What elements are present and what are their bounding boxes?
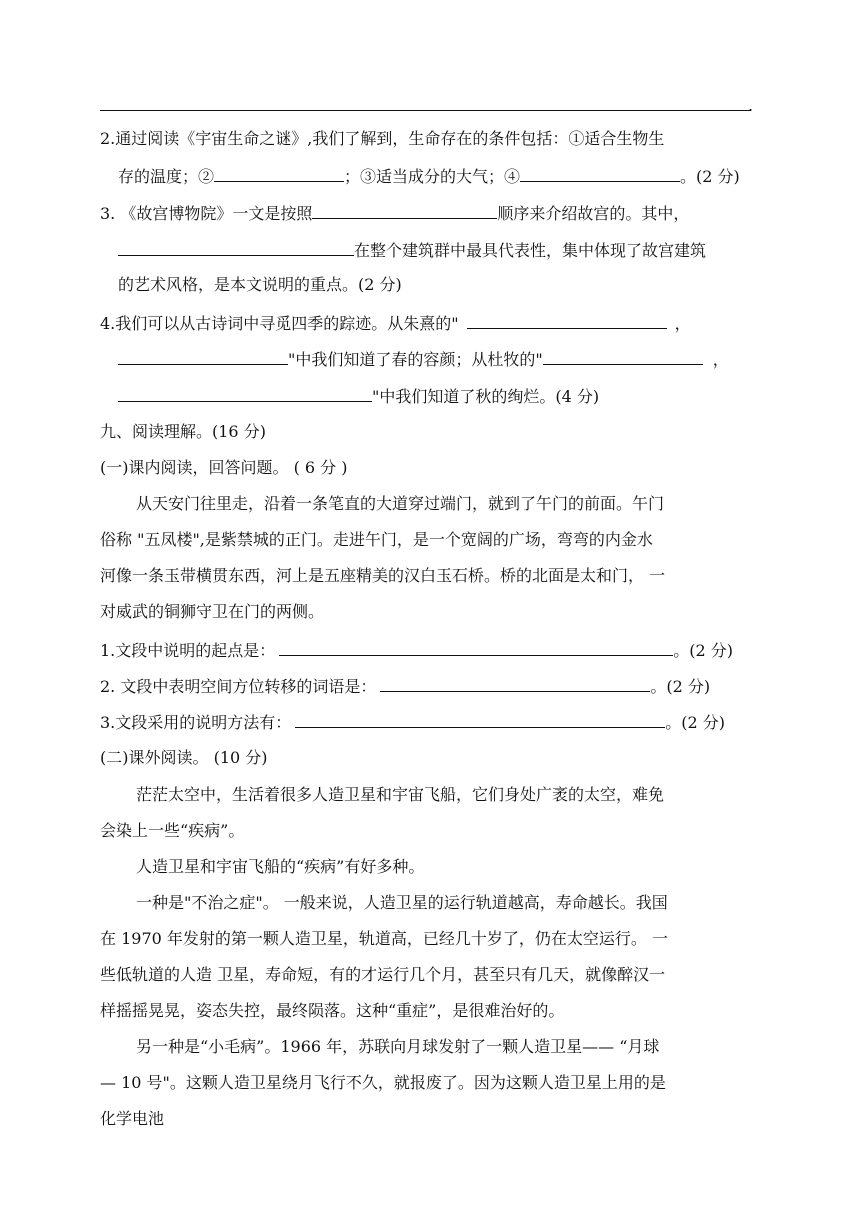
section-9-heading: 九、阅读理解。(16 分) <box>100 422 266 441</box>
answer-blank[interactable] <box>467 310 667 329</box>
passage-2-line: 在 1970 年发射的第一颗人造卫星，轨道高，已经几十岁了，仍在太空运行。 一 <box>100 929 668 948</box>
answer-blank[interactable] <box>118 383 372 402</box>
answer-blank[interactable] <box>118 346 288 365</box>
passage-2-line: 样摇摇晃晃，姿态失控，最终陨落。这种“重症”，是很难治好的。 <box>100 1001 565 1020</box>
question-4-cont <box>118 383 599 407</box>
subsection-1-heading: (一)课内阅读，回答问题。 ( 6 分 ) <box>100 458 348 477</box>
question-4 <box>100 310 691 334</box>
q3-text: 顺序来介绍故宫的。其中， <box>497 204 690 223</box>
answer-line-top <box>100 110 750 111</box>
passage-2-line: — 10 号"。这颗人造卫星绕月飞行不久，就报废了。因为这颗人造卫星上用的是 <box>100 1073 666 1092</box>
question-text: 3.文段采用的说明方法有： <box>100 713 292 732</box>
q3-text: 的艺术风格，是本文说明的重点。(2 分) <box>118 275 402 294</box>
answer-blank[interactable] <box>543 346 703 365</box>
question-3 <box>100 200 689 224</box>
q3-text: 在整个建筑群中最具代表性，集中体现了故宫建筑 <box>354 241 707 260</box>
answer-blank[interactable] <box>380 673 650 692</box>
question-3-cont <box>118 237 706 261</box>
q2-text: 2.通过阅读《宇宙生命之谜》,我们了解到，生命存在的条件包括：①适合生物生 <box>100 129 665 148</box>
subsection-2-heading: (二)课外阅读。 (10 分) <box>100 748 268 767</box>
answer-blank[interactable] <box>295 709 665 728</box>
q4-text: "中我们知道了春的容颜；从杜牧的" <box>288 350 543 369</box>
q4-text: 4.我们可以从古诗词中寻觅四季的踪迹。从朱熹的" <box>100 314 459 333</box>
passage-2-line: 会染上一些“疾病”。 <box>100 821 245 840</box>
answer-blank[interactable] <box>520 163 680 182</box>
score-label: 。(2 分) <box>650 677 711 696</box>
passage-2-line: 些低轨道的人造 卫星，寿命短，有的才运行几个月，甚至只有几天，就像醉汉一 <box>100 965 666 984</box>
passage-2-line: 人造卫星和宇宙飞船的“疾病”有好多种。 <box>136 857 425 876</box>
q4-text: ， <box>674 314 691 333</box>
period-mark: . <box>748 96 754 115</box>
reading-question-1 <box>100 637 733 661</box>
score-label: 。(2 分) <box>665 713 726 732</box>
passage-2-line: 茫茫太空中，生活着很多人造卫星和宇宙飞船，它们身处广袤的太空，难免 <box>136 785 665 804</box>
q4-text: "中我们知道了秋的绚烂。(4 分) <box>372 387 600 406</box>
passage-2-line: 另一种是“小毛病”。1966 年，苏联向月球发射了一颗人造卫星—— “月球 <box>136 1037 660 1056</box>
passage-1-line: 对威武的铜狮守卫在门的两侧。 <box>100 602 325 621</box>
q3-text: 3. 《故宫博物院》一文是按照 <box>100 204 313 223</box>
reading-question-2 <box>100 673 710 697</box>
answer-blank[interactable] <box>312 200 497 219</box>
question-text: 2. 文段中表明空间方位转移的词语是： <box>100 677 377 696</box>
question-2 <box>100 127 664 151</box>
question-3-cont <box>118 273 402 297</box>
score-label: 。(2 分) <box>673 641 734 660</box>
passage-1-line: 俗称 "五凤楼",是紫禁城的正门。走进午门，是一个宽阔的广场，弯弯的内金水 <box>100 530 653 549</box>
question-2-cont <box>118 163 740 187</box>
question-text: 1.文段中说明的起点是： <box>100 641 276 660</box>
passage-1-line: 河像一条玉带横贯东西，河上是五座精美的汉白玉石桥。桥的北面是太和门， 一 <box>100 566 666 585</box>
score-label: 。(2 分) <box>680 167 740 186</box>
question-4-cont <box>118 346 729 370</box>
passage-1-line: 从天安门往里走，沿着一条笔直的大道穿过端门，就到了午门的前面。午门 <box>136 494 665 513</box>
q2-text: 存的温度；② <box>118 167 215 186</box>
answer-blank[interactable] <box>118 237 354 256</box>
q4-text: ， <box>712 350 729 369</box>
reading-question-3 <box>100 709 725 733</box>
answer-blank[interactable] <box>214 163 344 182</box>
answer-blank[interactable] <box>279 637 673 656</box>
passage-2-line: 化学电池 <box>100 1109 165 1128</box>
passage-2-line: 一种是"不治之症"。 一般来说，人造卫星的运行轨道越高，寿命越长。我国 <box>136 893 668 912</box>
q2-text: ；③适当成分的大气；④ <box>344 167 521 186</box>
